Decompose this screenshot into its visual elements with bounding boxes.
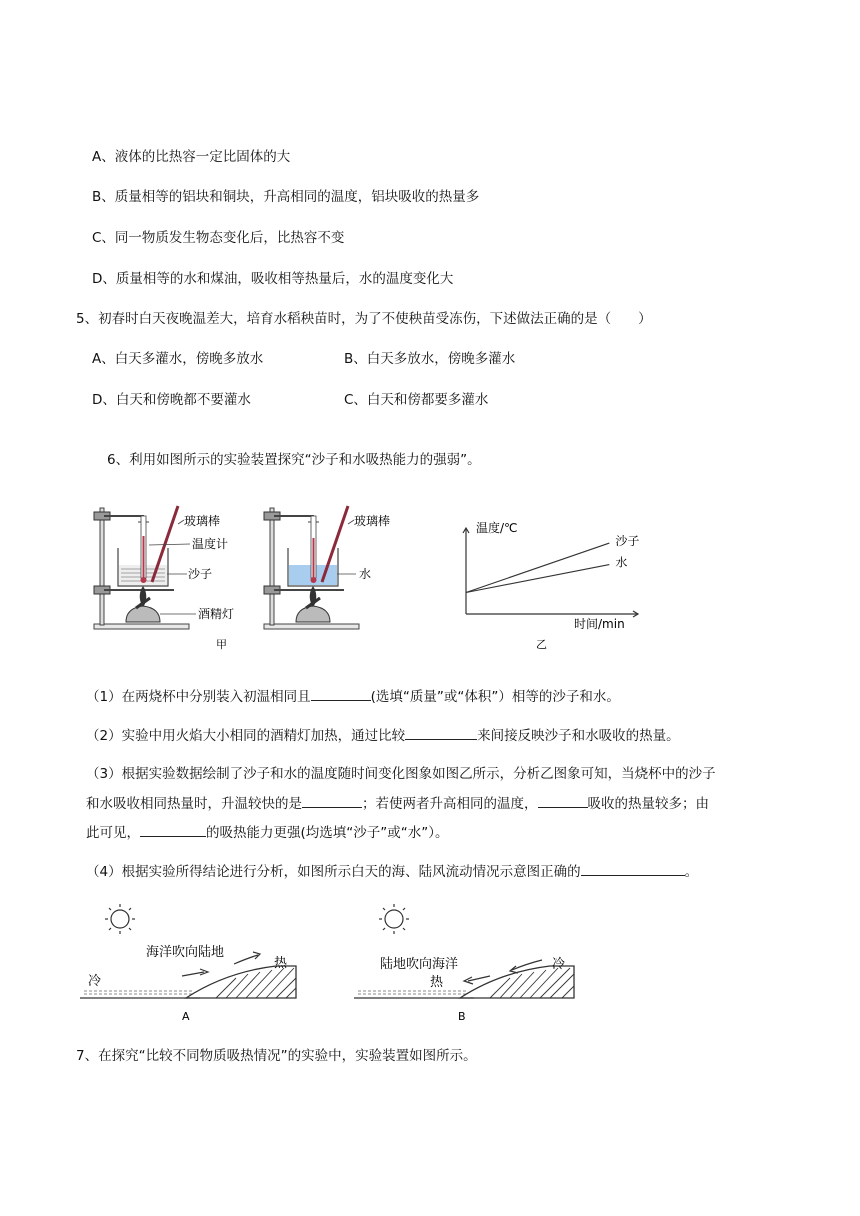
q6-part1	[86, 686, 620, 707]
q6-stem: 6、利用如图所示的实验装置探究“沙子和水吸热能力的强弱”。	[107, 452, 481, 468]
q6-part4-text-a: （4）根据实验所得结论进行分析，如图所示白天的海、陆风流动情况示意图正确的	[86, 864, 581, 880]
wind-a-hot: 热	[274, 956, 288, 971]
wind-figure-a	[76, 902, 306, 1026]
answer-blank-5[interactable]	[140, 822, 206, 837]
wind-a-title: 海洋吹向陆地	[146, 945, 225, 960]
q6-part1-text-a: （1）在两烧杯中分别装入初温相同且	[86, 689, 311, 705]
wind-a-label: A	[182, 1010, 190, 1023]
q6-part3-text-a: 和水吸收相同热量时，升温较快的是	[86, 796, 302, 812]
answer-blank-1[interactable]	[311, 686, 371, 701]
q6-part4	[86, 861, 698, 882]
series-label-sand: 沙子	[615, 534, 640, 549]
q6-part2	[86, 725, 680, 746]
graph-ylabel: 温度/℃	[476, 521, 518, 535]
q6-part3-text-e: 的吸热能力更强(均选填“沙子”或“水”）。	[206, 825, 449, 841]
q6-part3-text-b: ；若使两者升高相同的温度，	[362, 796, 538, 812]
answer-blank-4[interactable]	[538, 793, 588, 808]
wind-b-label: B	[458, 1010, 466, 1023]
graph-xlabel: 时间/min	[574, 617, 625, 631]
q6-part4-text-b: 。	[684, 864, 699, 880]
answer-blank-6[interactable]	[581, 861, 685, 876]
answer-blank-2[interactable]	[405, 725, 477, 740]
q6-part3-line3	[86, 822, 449, 843]
q6-part3-text-d: 此可见，	[86, 825, 140, 841]
q5-option-c: C、白天和傍都要多灌水	[344, 392, 489, 408]
answer-blank-3[interactable]	[302, 793, 362, 808]
figure-caption-yi: 乙	[536, 638, 547, 651]
lamp-label: 酒精灯	[198, 607, 235, 621]
wind-b-cold: 冷	[552, 957, 566, 972]
apparatus-figure	[86, 498, 391, 654]
q4-option-d: D、质量相等的水和煤油，吸收相等热量后，水的温度变化大	[92, 271, 454, 287]
q6-part2-text-b: 来间接反映沙子和水吸收的热量。	[477, 728, 680, 744]
water-label: 水	[359, 567, 372, 581]
glass-rod-label-2: 玻璃棒	[354, 514, 391, 528]
q4-option-a: A、液体的比热容一定比固体的大	[92, 149, 291, 165]
q6-part1-text-b: (选填“质量”或“体积”）相等的沙子和水。	[370, 689, 620, 705]
sun-icon	[105, 904, 135, 934]
q4-option-c: C、同一物质发生物态变化后，比热容不变	[92, 230, 345, 246]
q6-part3-text-c: 吸收的热量较多；由	[587, 796, 709, 812]
sand-label: 沙子	[188, 567, 213, 581]
sun-icon	[379, 904, 409, 934]
series-label-water: 水	[615, 555, 628, 570]
q5-option-d: D、白天和傍晚都不要灌水	[92, 392, 251, 408]
series-line-sand	[466, 543, 609, 592]
wind-b-title: 陆地吹向海洋	[380, 957, 459, 972]
thermometer-label: 温度计	[192, 537, 229, 551]
q5-stem: 5、初春时白天夜晚温差大，培育水稻秧苗时，为了不使秧苗受冻伤，下述做法正确的是（ ）	[76, 311, 652, 327]
q4-option-b: B、质量相等的铝块和铜块，升高相同的温度，铝块吸收的热量多	[92, 189, 480, 205]
wind-a-cold: 冷	[88, 974, 102, 989]
figure-caption-jia: 甲	[216, 638, 227, 651]
q5-option-a: A、白天多灌水，傍晚多放水	[92, 351, 264, 367]
wind-figure-b	[350, 902, 585, 1026]
wind-b-hot: 热	[430, 975, 444, 990]
temperature-time-graph	[456, 518, 646, 654]
q6-part3-line2	[86, 793, 709, 814]
q6-part3-line1: （3）根据实验数据绘制了沙子和水的温度随时间变化图象如图乙所示，分析乙图象可知，当烧杯中的沙子	[86, 766, 716, 782]
glass-rod-label-1: 玻璃棒	[184, 514, 221, 528]
series-line-water	[466, 565, 609, 593]
q5-option-b: B、白天多放水，傍晚多灌水	[344, 351, 516, 367]
q7-stem: 7、在探究“比较不同物质吸热情况”的实验中，实验装置如图所示。	[76, 1048, 477, 1064]
q6-part2-text-a: （2）实验中用火焰大小相同的酒精灯加热，通过比较	[86, 728, 406, 744]
